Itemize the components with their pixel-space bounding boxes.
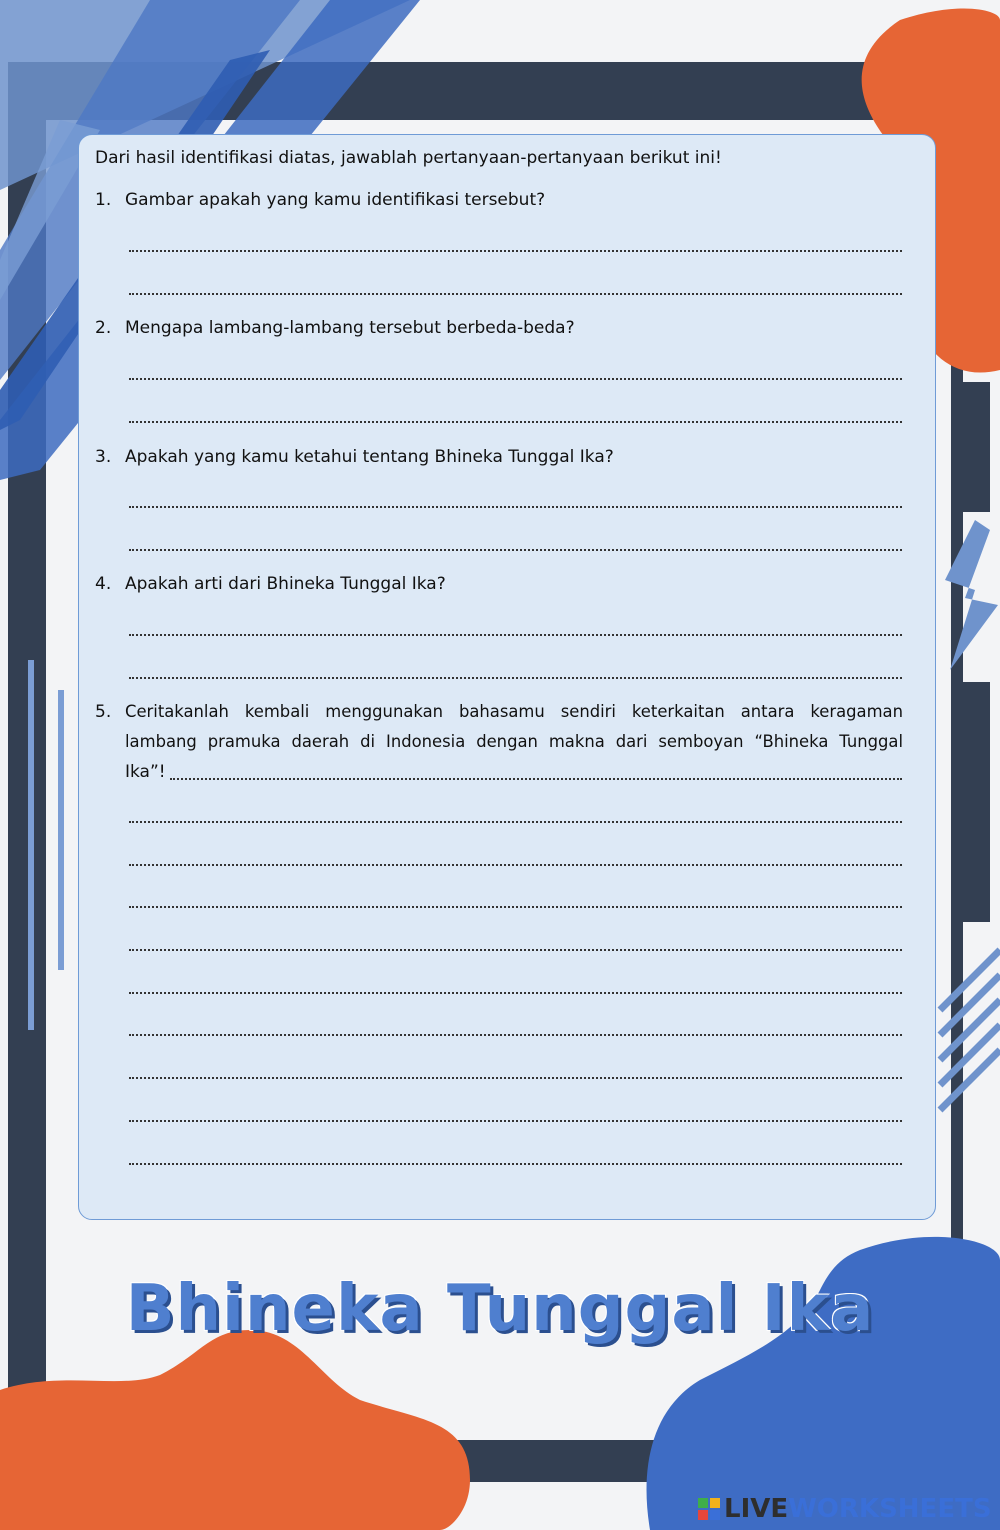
- brand-part-2: WORKSHEETS: [788, 1494, 992, 1524]
- answer-line[interactable]: [129, 906, 902, 908]
- answer-line[interactable]: [129, 1120, 902, 1122]
- answer-line[interactable]: [170, 778, 902, 780]
- answer-line[interactable]: [129, 506, 902, 508]
- answer-line[interactable]: [129, 677, 902, 679]
- question-number: 3.: [95, 447, 112, 467]
- answer-line[interactable]: [129, 1034, 902, 1036]
- question-number: 1.: [95, 190, 112, 210]
- answer-line[interactable]: [129, 949, 902, 951]
- answer-line[interactable]: [129, 378, 902, 380]
- answer-line[interactable]: [129, 549, 902, 551]
- question-text: Mengapa lambang-lambang tersebut berbeda-beda?: [125, 318, 575, 338]
- answer-line[interactable]: [129, 821, 902, 823]
- question-text: Gambar apakah yang kamu identifikasi tersebut?: [125, 190, 546, 210]
- brand-part-1: LIVE: [724, 1494, 789, 1524]
- question-text-line-3: Ika”!: [125, 762, 166, 782]
- answer-line[interactable]: [129, 250, 902, 252]
- instructions-text: Dari hasil identifikasi diatas, jawablah pertanyaan-pertanyaan berikut ini!: [95, 148, 722, 168]
- question-text: Apakah yang kamu ketahui tentang Bhineka Tunggal Ika?: [125, 447, 614, 467]
- question-number: 4.: [95, 574, 112, 594]
- answer-line[interactable]: [129, 1077, 902, 1079]
- question-number: 2.: [95, 318, 112, 338]
- logo-blocks-icon: [698, 1498, 720, 1520]
- answer-line[interactable]: [129, 421, 902, 423]
- question-2: [95, 318, 575, 338]
- worksheet-title: Bhineka Tunggal Ika: [125, 1272, 875, 1346]
- question-number: 5.: [95, 702, 112, 722]
- question-1: [95, 190, 545, 210]
- answer-line[interactable]: [129, 864, 902, 866]
- question-text: Apakah arti dari Bhineka Tunggal Ika?: [125, 574, 446, 594]
- question-3: [95, 447, 614, 467]
- question-text-line-2: lambang pramuka daerah di Indonesia dengan makna dari semboyan “Bhineka Tunggal: [125, 732, 903, 751]
- question-4: [95, 574, 446, 594]
- question-text-line-1: Ceritakanlah kembali menggunakan bahasamu sendiri keterkaitan antara keragaman: [125, 702, 903, 721]
- answer-line[interactable]: [129, 634, 902, 636]
- answer-line[interactable]: [129, 992, 902, 994]
- answer-line[interactable]: [129, 1163, 902, 1165]
- liveworksheets-logo: [698, 1494, 992, 1524]
- answer-line[interactable]: [129, 293, 902, 295]
